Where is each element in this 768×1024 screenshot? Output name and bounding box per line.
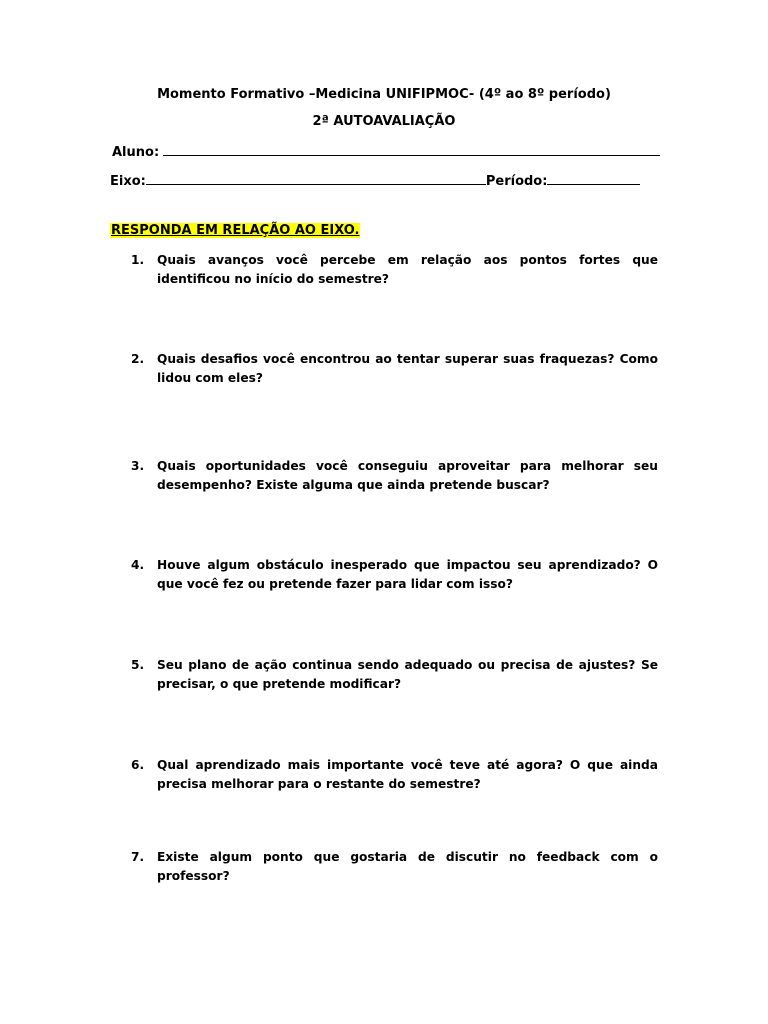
question-number: 6. <box>131 758 145 772</box>
question-text: Qual aprendizado mais importante você teve até agora? O que ainda precisa melhorar para o restante do semestre? <box>157 758 658 791</box>
eixo-label: Eixo: <box>110 174 146 189</box>
question-number: 7. <box>131 850 145 864</box>
eixo-periodo-field <box>110 171 640 189</box>
question-text: Quais desafios você encontrou ao tentar superar suas fraquezas? Como lidou com eles? <box>157 352 658 385</box>
document-subtitle: 2ª AUTOAVALIAÇÃO <box>312 114 456 129</box>
aluno-blank-line[interactable] <box>163 142 660 156</box>
question-number: 3. <box>131 459 145 473</box>
question-text: Quais avanços você percebe em relação aos pontos fortes que identificou no início do semestre? <box>157 253 658 286</box>
eixo-blank-line[interactable] <box>146 171 486 185</box>
instruction-highlight: RESPONDA EM RELAÇÃO AO EIXO. <box>111 223 360 238</box>
question-item <box>131 457 658 495</box>
question-number: 2. <box>131 352 145 366</box>
question-item <box>131 556 658 594</box>
question-item <box>131 656 658 694</box>
question-number: 4. <box>131 558 145 572</box>
question-item <box>131 848 658 886</box>
periodo-blank-line[interactable] <box>547 171 640 185</box>
question-text: Existe algum ponto que gostaria de discutir no feedback com o professor? <box>157 850 658 883</box>
question-item <box>131 350 658 388</box>
aluno-label: Aluno: <box>112 145 160 160</box>
question-number: 5. <box>131 658 145 672</box>
question-number: 1. <box>131 253 145 267</box>
periodo-label: Período: <box>485 174 548 189</box>
question-text: Quais oportunidades você conseguiu aproveitar para melhorar seu desempenho? Existe alguma que ainda pretende buscar? <box>157 459 658 492</box>
aluno-field <box>112 142 660 160</box>
question-text: Houve algum obstáculo inesperado que impactou seu aprendizado? O que você fez ou pretende fazer para lidar com isso? <box>157 558 658 591</box>
document-title: Momento Formativo –Medicina UNIFIPMOC- (4º ao 8º período) <box>157 87 611 102</box>
question-text: Seu plano de ação continua sendo adequado ou precisa de ajustes? Se precisar, o que pretende modificar? <box>157 658 658 691</box>
question-item <box>131 251 658 289</box>
question-item <box>131 756 658 794</box>
